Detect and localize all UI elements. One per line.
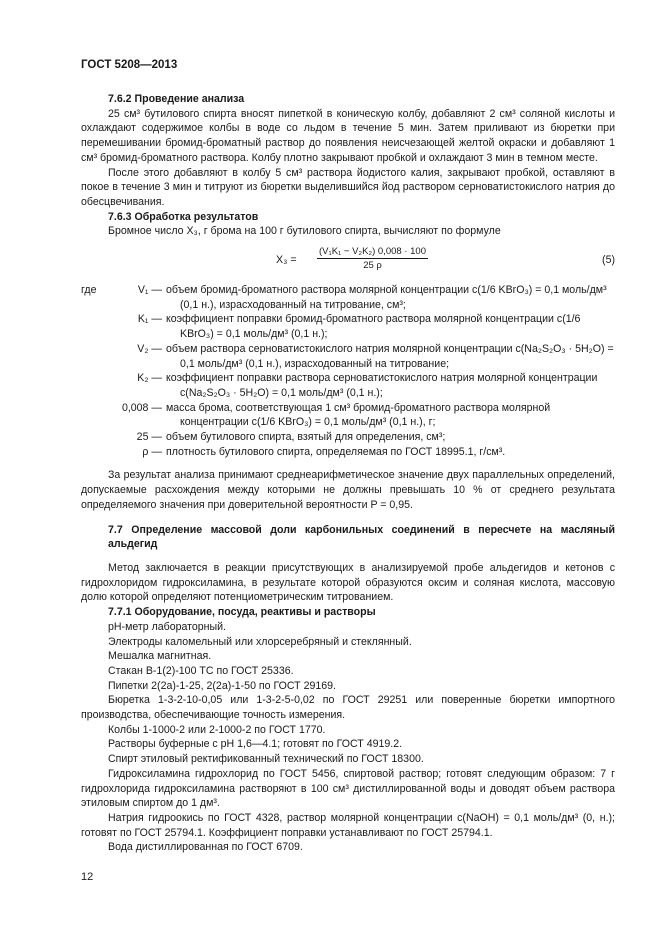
formula-definitions — [81, 283, 615, 459]
definition-row — [81, 445, 615, 460]
definition-text: масса брома, соответствующая 1 см³ бромид-броматного раствора молярной концентрации c(1/6 KBrO₃) = 0,1 моль/дм³ (0,1 н.), г; — [166, 401, 551, 429]
definition-symbol: 25 — — [136, 431, 162, 444]
formula-lhs: X₃ = — [276, 254, 297, 267]
definition-row — [81, 312, 615, 341]
equipment-item: Пипетки 2(2а)-1-25, 2(2а)-1-50 по ГОСТ 29169. — [108, 679, 336, 692]
definition-symbol: 0,008 — — [121, 401, 162, 414]
page-number: 12 — [81, 871, 94, 883]
section-7-7-paragraph-1: Метод заключается в реакции присутствующих в анализируемой пробе альдегидов и кетонов с гидрохлоридом гидроксиламина, в результате которой образуются оксим и соляная кислота, массовую долю которой определяют потенциометрическим титрованием. — [81, 561, 615, 604]
formula-denominator: 25 ρ — [363, 260, 382, 272]
equipment-item: Электроды каломельный или хлорсеребряный и стеклянный. — [108, 635, 412, 648]
section-7-6-3-title: 7.6.3 Обработка результатов — [108, 210, 259, 223]
equipment-item: Бюретка 1-3-2-10-0,05 или 1-3-2-5-0,02 по ГОСТ 29251 или поверенные бюретки импортного производства, обеспечивающие точность измерения. — [81, 694, 615, 722]
definition-row — [81, 283, 615, 312]
equipment-item: Мешалка магнитная. — [108, 650, 212, 663]
equipment-item: Вода дистиллированная по ГОСТ 6709. — [108, 841, 303, 854]
definition-text: коэффициент поправки раствора серноватистокислого натрия молярной концентрации c(Na₂S₂O₃ · 5H₂O) = 0,1 моль/дм³ (0,1 н.); — [166, 372, 598, 399]
definition-text: плотность бутилового спирта, определяемая по ГОСТ 18995.1, г/см³. — [166, 445, 506, 458]
equipment-item: Растворы буферные с рН 1,6—4.1; готовят по ГОСТ 4919.2. — [108, 738, 403, 751]
definition-symbol: V₂ — — [137, 342, 162, 355]
section-7-6-2-paragraph-1: 25 см³ бутилового спирта вносят пипеткой в коническую колбу, добавляют 2 см³ соляной кислоты и охлаждают содержимое колбы в воде со льдом в течение 5 мин. Затем приливают из бюретки при перемешивании бромид-броматный раствор до появления неисчезающей желтой окраски и добавляют 1 см³ бромид-броматного раствора. Колбу плотно закрывают пробкой и охлаждают 3 мин в темном месте. — [81, 107, 615, 164]
formula-fraction — [317, 245, 428, 272]
page-body — [81, 92, 615, 855]
definition-text: объем раствора серноватистокислого натрия молярной концентрации c(Na₂S₂O₃ · 5H₂O) = 0,1 моль/дм³ (0,1 н.), израсходованный на титрование; — [166, 342, 614, 370]
section-7-6-3-paragraph-2: За результат анализа принимают среднеарифметическое значение двух параллельных определений, допускаемые расхождения между которыми не должны превышать 10 % от среднего результата определяемого значения при доверительной вероятности P = 0,95. — [81, 469, 615, 511]
section-7-6-2-paragraph-2: После этого добавляют в колбу 5 см³ раствора йодистого калия, закрывают пробкой, оставляют в покое в течение 3 мин и титруют из бюретки выделившийся йод раствором серноватистокислого натрия до обесцвечивания. — [81, 166, 615, 208]
section-7-7-1-title: 7.7.1 Оборудование, посуда, реактивы и растворы — [108, 606, 376, 619]
equipment-item: Натрия гидроокись по ГОСТ 4328, раствор молярной концентрации c(NaOH) = 0,1 моль/дм³ (0, н.); готовят по ГОСТ 25794.1. Коэффициент поправки устанавливают по ГОСТ 25794.1. — [81, 811, 615, 839]
definition-row — [81, 401, 615, 430]
definition-symbol: K₁ — — [137, 313, 162, 326]
definition-symbol: V₁ — — [137, 284, 162, 297]
equipment-item: Стакан В-1(2)-100 ТС по ГОСТ 25336. — [108, 664, 294, 677]
definition-text: объем бутилового спирта, взятый для определения, см³; — [166, 431, 446, 444]
equipment-item: Спирт этиловый ректификованный технический по ГОСТ 18300. — [108, 753, 424, 766]
definition-row — [81, 342, 615, 371]
equipment-item: pH-метр лабораторный. — [108, 620, 227, 633]
definition-symbol: ρ — — [142, 445, 162, 458]
formula-numerator: (V₁K₁ − V₂K₂) 0,008 · 100 — [319, 246, 426, 258]
section-7-7-title: 7.7 Определение массовой доли карбонильных соединений в пересчете на масляный альдегид — [108, 523, 615, 551]
definition-row — [81, 371, 615, 400]
document-header: ГОСТ 5208—2013 — [81, 59, 178, 71]
definition-text: объем бромид-броматного раствора молярной концентрации c(1/6 KBrO₃) = 0,1 моль/дм³ (0,1 н.), израсходованный на титрование, см³; — [166, 284, 607, 311]
equipment-item: Колбы 1-1000-2 или 2-1000-2 по ГОСТ 1770. — [108, 723, 326, 736]
definition-row — [81, 430, 615, 445]
equipment-item: Гидроксиламина гидрохлорид по ГОСТ 5456, спиртовой раствор; готовят следующим образом: 7 г гидрохлорида гидроксиламина растворяют в 100 см³ дистиллированной воды и доводят объем раствора этиловым спиртом до 1 дм³. — [81, 767, 615, 810]
section-7-6-3-paragraph-1: Бромное число X₃, г брома на 100 г бутилового спирта, вычисляют по формуле — [108, 225, 501, 238]
section-7-6-2-title: 7.6.2 Проведение анализа — [108, 93, 245, 105]
formula-5 — [81, 245, 615, 275]
formula-number: (5) — [602, 254, 615, 267]
definition-text: коэффициент поправки бромид-броматного раствора молярной концентрации c(1/6 KBrO₃) = 0,1 моль/дм³ (0,1 н.); — [166, 313, 581, 341]
where-label: где — [81, 284, 97, 297]
definition-symbol: K₂ — — [137, 372, 162, 385]
